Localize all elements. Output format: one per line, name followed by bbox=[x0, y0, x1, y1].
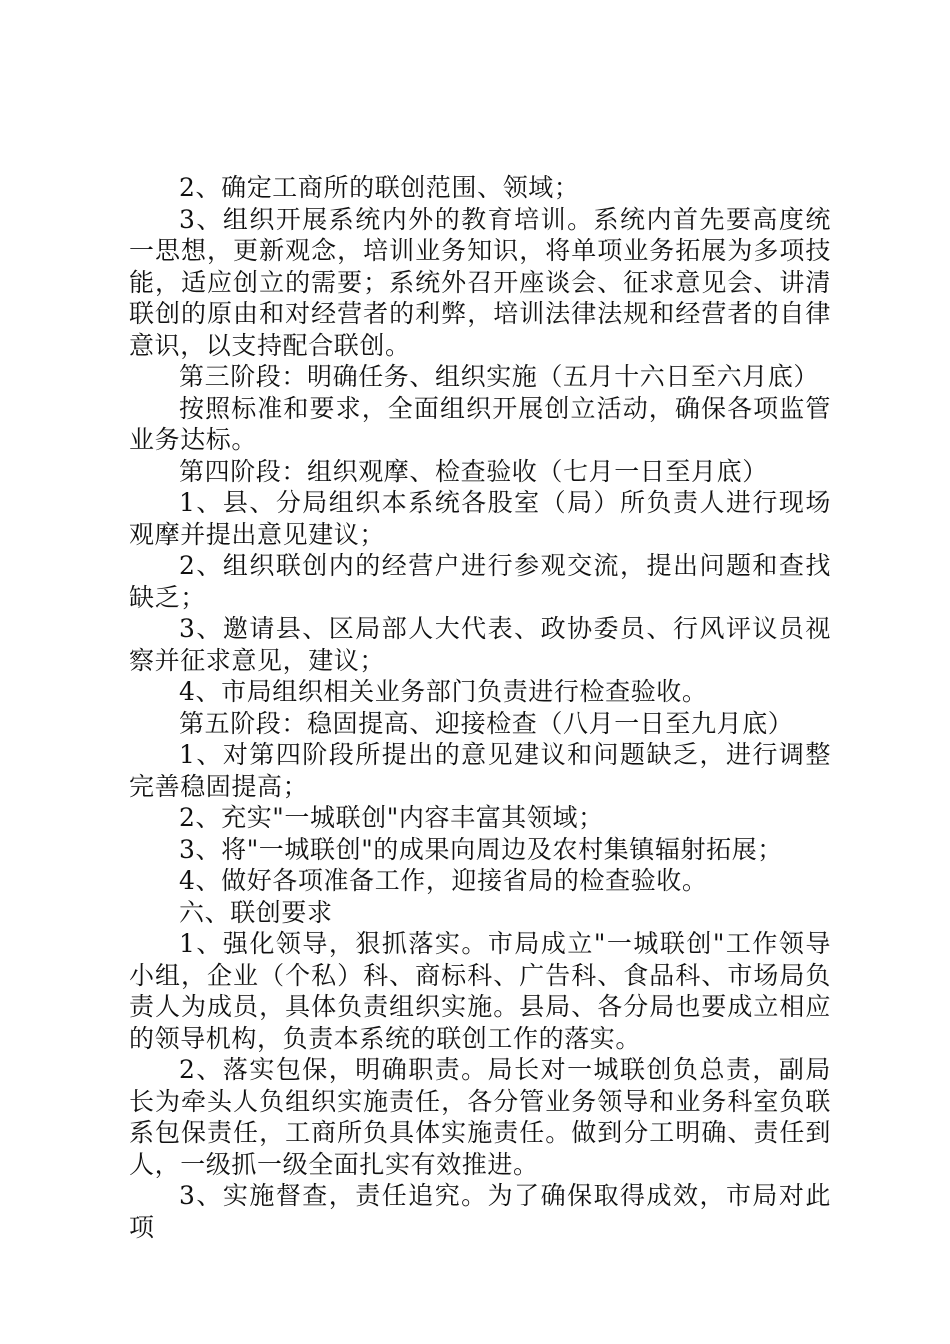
document-body bbox=[129, 172, 831, 1243]
paragraph-2: 3、组织开展系统内外的教育培训。系统内首先要高度统一思想，更新观念，培训业务知识，将单项业务拓展为多项技能，适应创立的需要；系统外召开座谈会、征求意见会、讲清联创的原由和对经营者的利弊，培训法律法规和经营者的自律意识，以支持配合联创。 bbox=[129, 204, 831, 360]
stage-four-heading: 第四阶段：组织观摩、检查验收（七月一日至月底） bbox=[179, 456, 768, 486]
stage-five-heading: 第五阶段：稳固提高、迎接检查（八月一日至九月底） bbox=[179, 708, 794, 738]
paragraph-9: 4、市局组织相关业务部门负责进行检查验收。 bbox=[179, 677, 708, 706]
paragraph-6: 1、县、分局组织本系统各股室（局）所负责人进行现场观摩并提出意见建议； bbox=[129, 488, 831, 549]
stage-three-heading: 第三阶段：明确任务、组织实施（五月十六日至六月底） bbox=[179, 362, 820, 391]
paragraph-7: 2、组织联创内的经营户进行参观交流，提出问题和查找缺乏； bbox=[129, 551, 831, 612]
paragraph-13: 3、将"一城联创"的成果向周边及农村集镇辐射拓展； bbox=[179, 834, 783, 864]
paragraph-4: 按照标准和要求，全面组织开展创立活动，确保各项监管业务达标。 bbox=[129, 393, 831, 454]
section-six-heading: 六、联创要求 bbox=[179, 897, 333, 927]
paragraph-12: 2、充实"一城联创"内容丰富其领域； bbox=[179, 803, 604, 832]
paragraph-17: 2、落实包保，明确职责。局长对一城联创负总责，副局长为牵头人负组织实施责任，各分管业务领导和业务科室负联系包保责任，工商所负具体实施责任。做到分工明确、责任到人，一级抓一级全面扎实有效推进。 bbox=[129, 1055, 831, 1179]
paragraph-18: 3、实施督查，责任追究。为了确保取得成效，市局对此项 bbox=[129, 1181, 831, 1242]
paragraph-1: 2、确定工商所的联创范围、领域； bbox=[179, 173, 580, 202]
paragraph-11: 1、对第四阶段所提出的意见建议和问题缺乏，进行调整完善稳固提高； bbox=[129, 740, 831, 801]
paragraph-16: 1、强化领导，狠抓落实。市局成立"一城联创"工作领导小组，企业（个私）科、商标科、广告科、食品科、市场局负责人为成员，具体负责组织实施。县局、各分局也要成立相应的领导机构，负责本系统的联创工作的落实。 bbox=[129, 929, 831, 1053]
paragraph-14: 4、做好各项准备工作，迎接省局的检查验收。 bbox=[179, 866, 708, 895]
paragraph-8: 3、邀请县、区局部人大代表、政协委员、行风评议员视察并征求意见，建议； bbox=[129, 614, 831, 675]
